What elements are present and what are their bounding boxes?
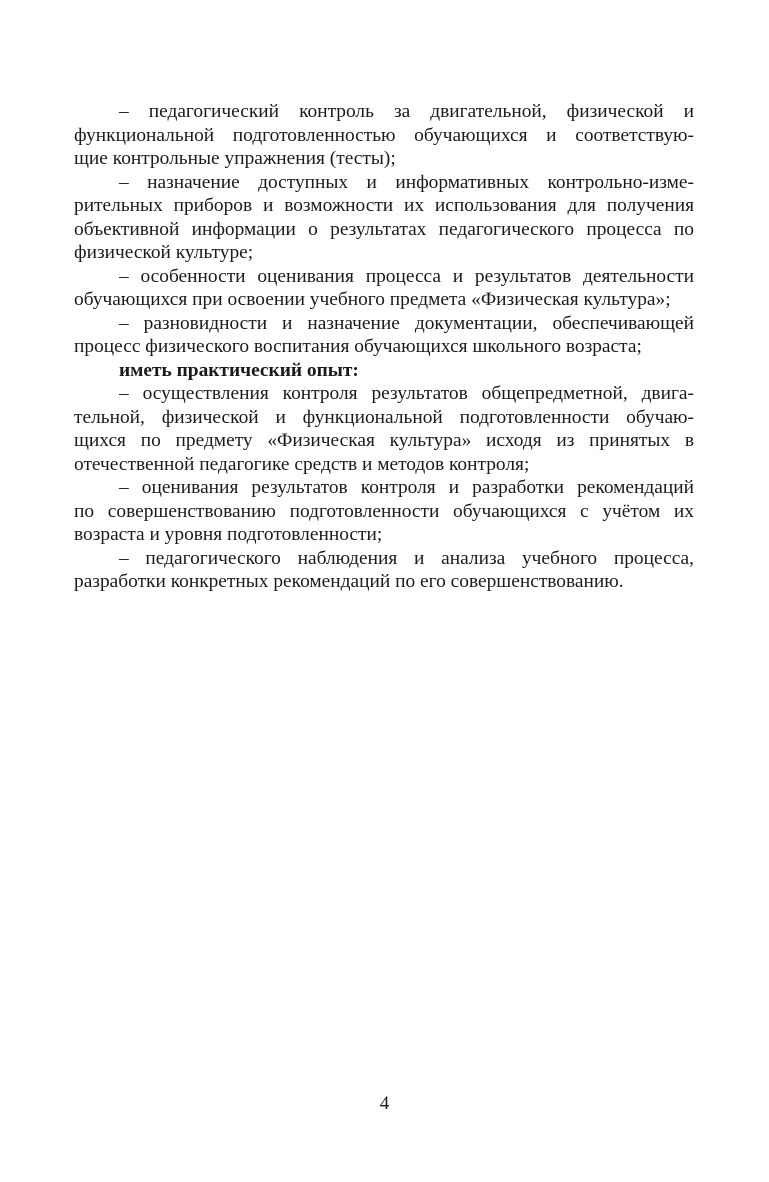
text-line: по совершенствованию подготовленности обучающихся с учётом их <box>74 500 694 522</box>
text-line: щихся по предмету «Физическая культура» исходя из принятых в <box>74 430 694 451</box>
text-line: – назначение доступных и информативных контрольно-изме- <box>119 171 694 193</box>
text-line: процесс физического воспитания обучающихся школьного возраста; <box>74 336 642 357</box>
text-line: рительных приборов и возможности их использования для получения <box>74 195 694 216</box>
text-line: физической культуре; <box>74 242 254 263</box>
text-line: – особенности оценивания процесса и результатов деятельности <box>119 265 694 287</box>
body-text <box>74 100 694 594</box>
heading-practical-experience: иметь практический опыт: <box>119 359 359 381</box>
text-line: отечественной педагогике средств и методов контроля; <box>74 453 530 475</box>
text-line: объективной информации о результатах педагогического процесса по <box>74 218 694 240</box>
paragraph-assessment-features <box>74 265 694 312</box>
text-line: – педагогический контроль за двигательной, физической и <box>119 101 694 122</box>
text-line: – осуществления контроля результатов общепредметной, двига- <box>119 383 694 404</box>
text-line: функциональной подготовленностью обучающихся и соответствую- <box>74 124 694 146</box>
paragraph-documentation <box>74 312 694 359</box>
paragraph-control-implementation <box>74 382 694 476</box>
text-line: тельной, физической и функциональной подготовленности обучаю- <box>74 406 694 428</box>
text-line: – педагогического наблюдения и анализа учебного процесса, <box>119 547 694 569</box>
paragraph-results-evaluation <box>74 476 694 547</box>
text-line: – разновидности и назначение документации, обеспечивающей <box>119 312 694 334</box>
paragraph-control-tests <box>74 100 694 171</box>
text-line: щие контрольные упражнения (тесты); <box>74 148 396 169</box>
section-heading <box>74 359 694 383</box>
paragraph-measuring-devices <box>74 171 694 265</box>
text-line: – оценивания результатов контроля и разработки рекомендаций <box>119 477 694 498</box>
paragraph-observation <box>74 547 694 594</box>
text-line: разработки конкретных рекомендаций по его совершенствованию. <box>74 571 624 592</box>
text-line: обучающихся при освоении учебного предмета «Физическая культура»; <box>74 289 671 310</box>
text-line: возраста и уровня подготовленности; <box>74 524 383 545</box>
page-number: 4 <box>379 1093 390 1114</box>
